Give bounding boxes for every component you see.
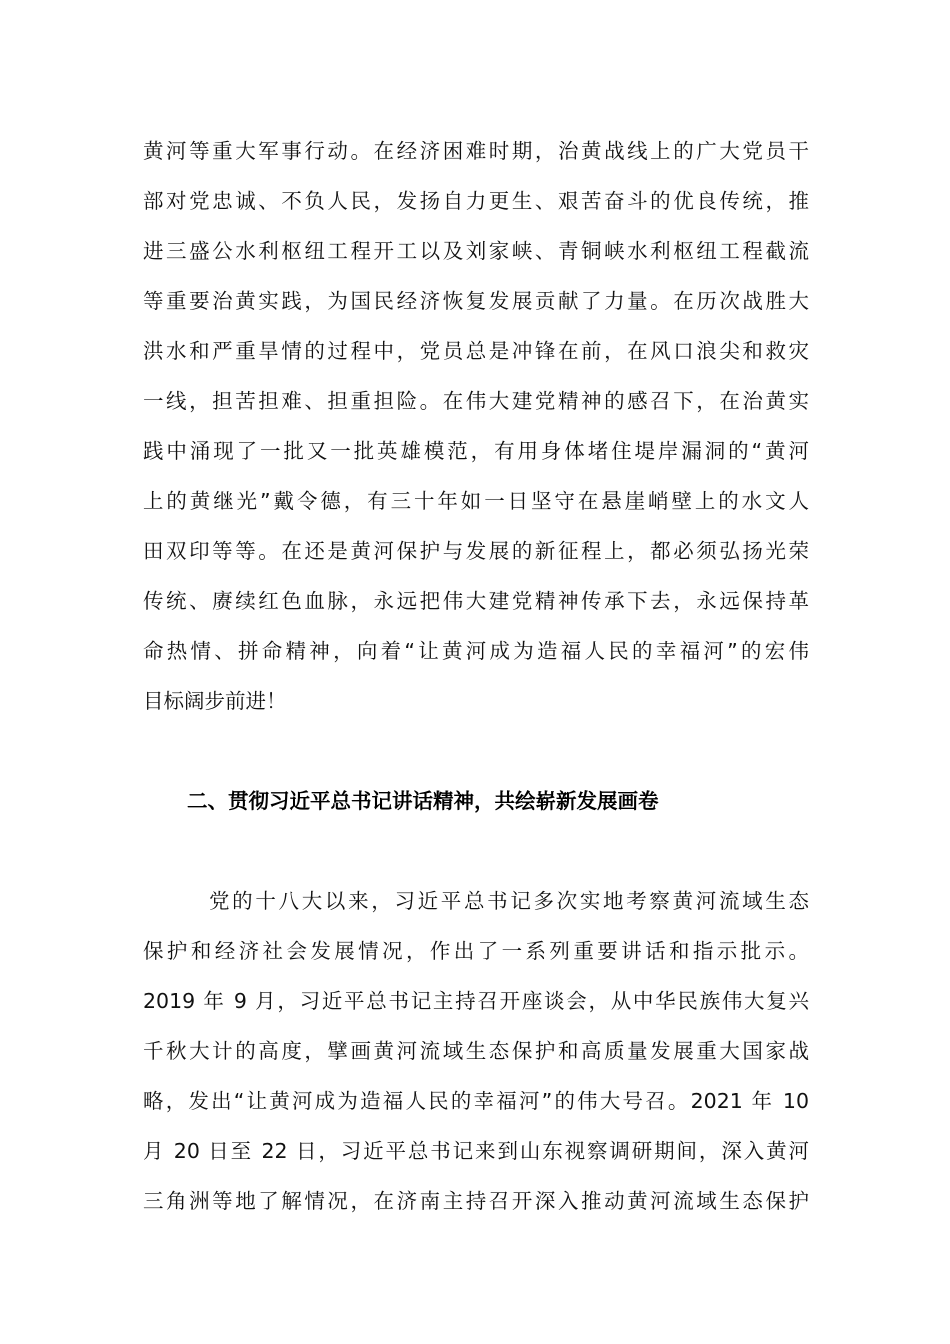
paragraph1-line: 践中涌现了一批又一批英雄模范，有用身体堵住堤岸漏洞的“黄河: [143, 439, 809, 463]
paragraph2-line: 三角洲等地了解情况，在济南主持召开深入推动黄河流域生态保护: [143, 1189, 809, 1213]
paragraph1-line: 一线，担苦担难、担重担险。在伟大建党精神的感召下，在治黄实: [143, 389, 809, 413]
paragraph1-line: 上的黄继光”戴令德，有三十年如一日坚守在悬崖峭壁上的水文人: [143, 489, 809, 513]
paragraph1-line: 洪水和严重旱情的过程中，党员总是冲锋在前，在风口浪尖和救灾: [143, 339, 809, 363]
paragraph1-line: 命热情、拼命精神，向着“让黄河成为造福人民的幸福河”的宏伟: [143, 639, 809, 663]
section-heading: 二、贯彻习近平总书记讲话精神，共绘崭新发展画卷: [187, 789, 659, 813]
paragraph1-line: 黄河等重大军事行动。在经济困难时期，治黄战线上的广大党员干: [143, 139, 809, 163]
paragraph1-line: 等重要治黄实践，为国民经济恢复发展贡献了力量。在历次战胜大: [143, 289, 809, 313]
paragraph1-line: 部对党忠诚、不负人民，发扬自力更生、艰苦奋斗的优良传统，推: [143, 189, 809, 213]
paragraph2-line: 2019 年 9 月，习近平总书记主持召开座谈会，从中华民族伟大复兴: [143, 989, 809, 1013]
paragraph1-line: 田双印等等。在还是黄河保护与发展的新征程上，都必须弘扬光荣: [143, 539, 809, 563]
paragraph1-line: 目标阔步前进！: [143, 689, 287, 713]
paragraph2-line: 党的十八大以来，习近平总书记多次实地考察黄河流域生态: [209, 889, 809, 913]
paragraph2-line: 月 20 日至 22 日，习近平总书记来到山东视察调研期间，深入黄河: [143, 1139, 809, 1163]
paragraph2-line: 千秋大计的高度，擘画黄河流域生态保护和高质量发展重大国家战: [143, 1039, 809, 1063]
paragraph2-line: 略，发出“让黄河成为造福人民的幸福河”的伟大号召。2021 年 10: [143, 1089, 809, 1113]
paragraph1-line: 进三盛公水利枢纽工程开工以及刘家峡、青铜峡水利枢纽工程截流: [143, 239, 809, 263]
paragraph1-line: 传统、赓续红色血脉，永远把伟大建党精神传承下去，永远保持革: [143, 589, 809, 613]
paragraph2-line: 保护和经济社会发展情况，作出了一系列重要讲话和指示批示。: [143, 939, 809, 963]
